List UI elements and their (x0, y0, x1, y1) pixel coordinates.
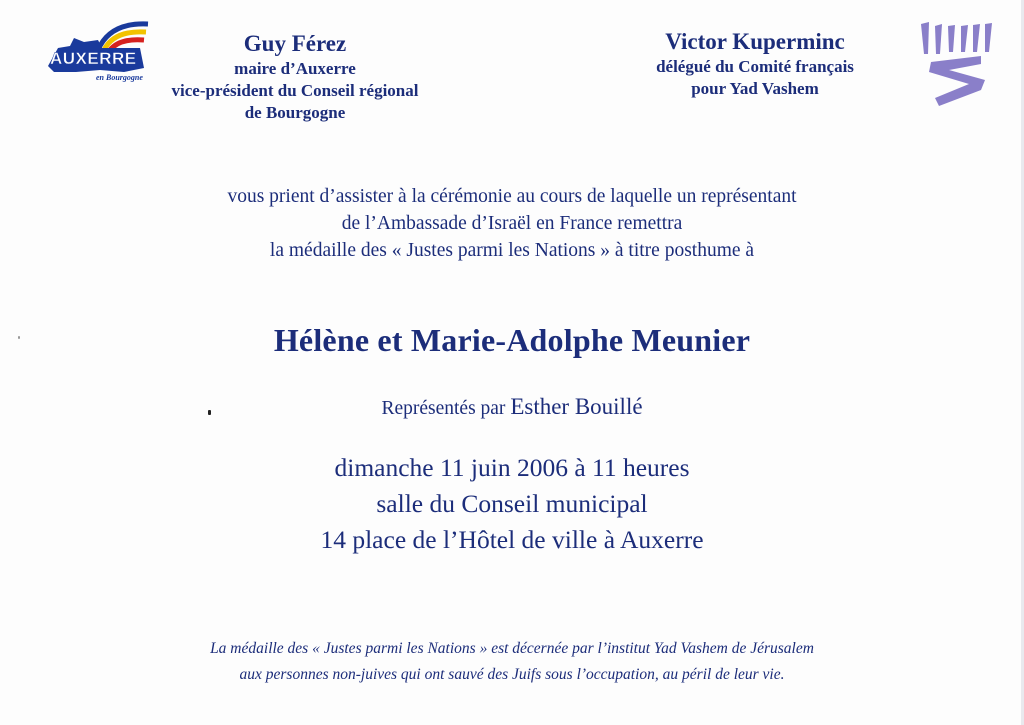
paper-speck (208, 410, 211, 415)
representative-name: Esther Bouillé (510, 394, 643, 419)
represented-by (0, 392, 1024, 424)
invitation-line-3: la médaille des « Justes parmi les Nations » à titre posthume à (269, 240, 755, 261)
host-right-role-1: délégué du Comité français (656, 57, 854, 76)
honorees-names: Hélène et Marie-Adolphe Meunier (273, 322, 751, 358)
paper-speck (18, 336, 20, 339)
event-date-time: dimanche 11 juin 2006 à 11 heures (334, 453, 690, 482)
host-left-role-3: de Bourgogne (244, 103, 346, 122)
host-left (130, 30, 460, 124)
logo-text: AUXERRE (50, 49, 137, 68)
event-details (0, 450, 1024, 558)
footnote-line-2: aux personnes non-juives qui ont sauvé des Juifs sous l’occupation, au péril de leur vie. (239, 666, 785, 683)
host-left-role-1: maire d’Auxerre (234, 59, 356, 78)
host-left-name: Guy Férez (243, 31, 347, 56)
host-right (610, 28, 900, 100)
menorah-icon (915, 16, 995, 108)
footnote-line-1: La médaille des « Justes parmi les Nations » est décernée par l’institut Yad Vashem de Jérusalem (210, 640, 814, 657)
invitation-line-1: vous prient d’assister à la cérémonie au cours de laquelle un représentant (227, 186, 797, 207)
invitation-line-2: de l’Ambassade d’Israël en France remettra (341, 213, 683, 234)
represented-prefix: Représentés par (381, 398, 506, 419)
host-right-name: Victor Kuperminc (665, 29, 845, 54)
invitation-text (0, 183, 1024, 264)
host-right-role-2: pour Yad Vashem (691, 79, 819, 98)
host-left-role-2: vice-président du Conseil régional (171, 81, 419, 100)
event-venue: salle du Conseil municipal (376, 489, 648, 518)
logo-subtext: en Bourgogne (96, 73, 143, 82)
footnote (0, 636, 1024, 688)
event-address: 14 place de l’Hôtel de ville à Auxerre (320, 525, 704, 554)
